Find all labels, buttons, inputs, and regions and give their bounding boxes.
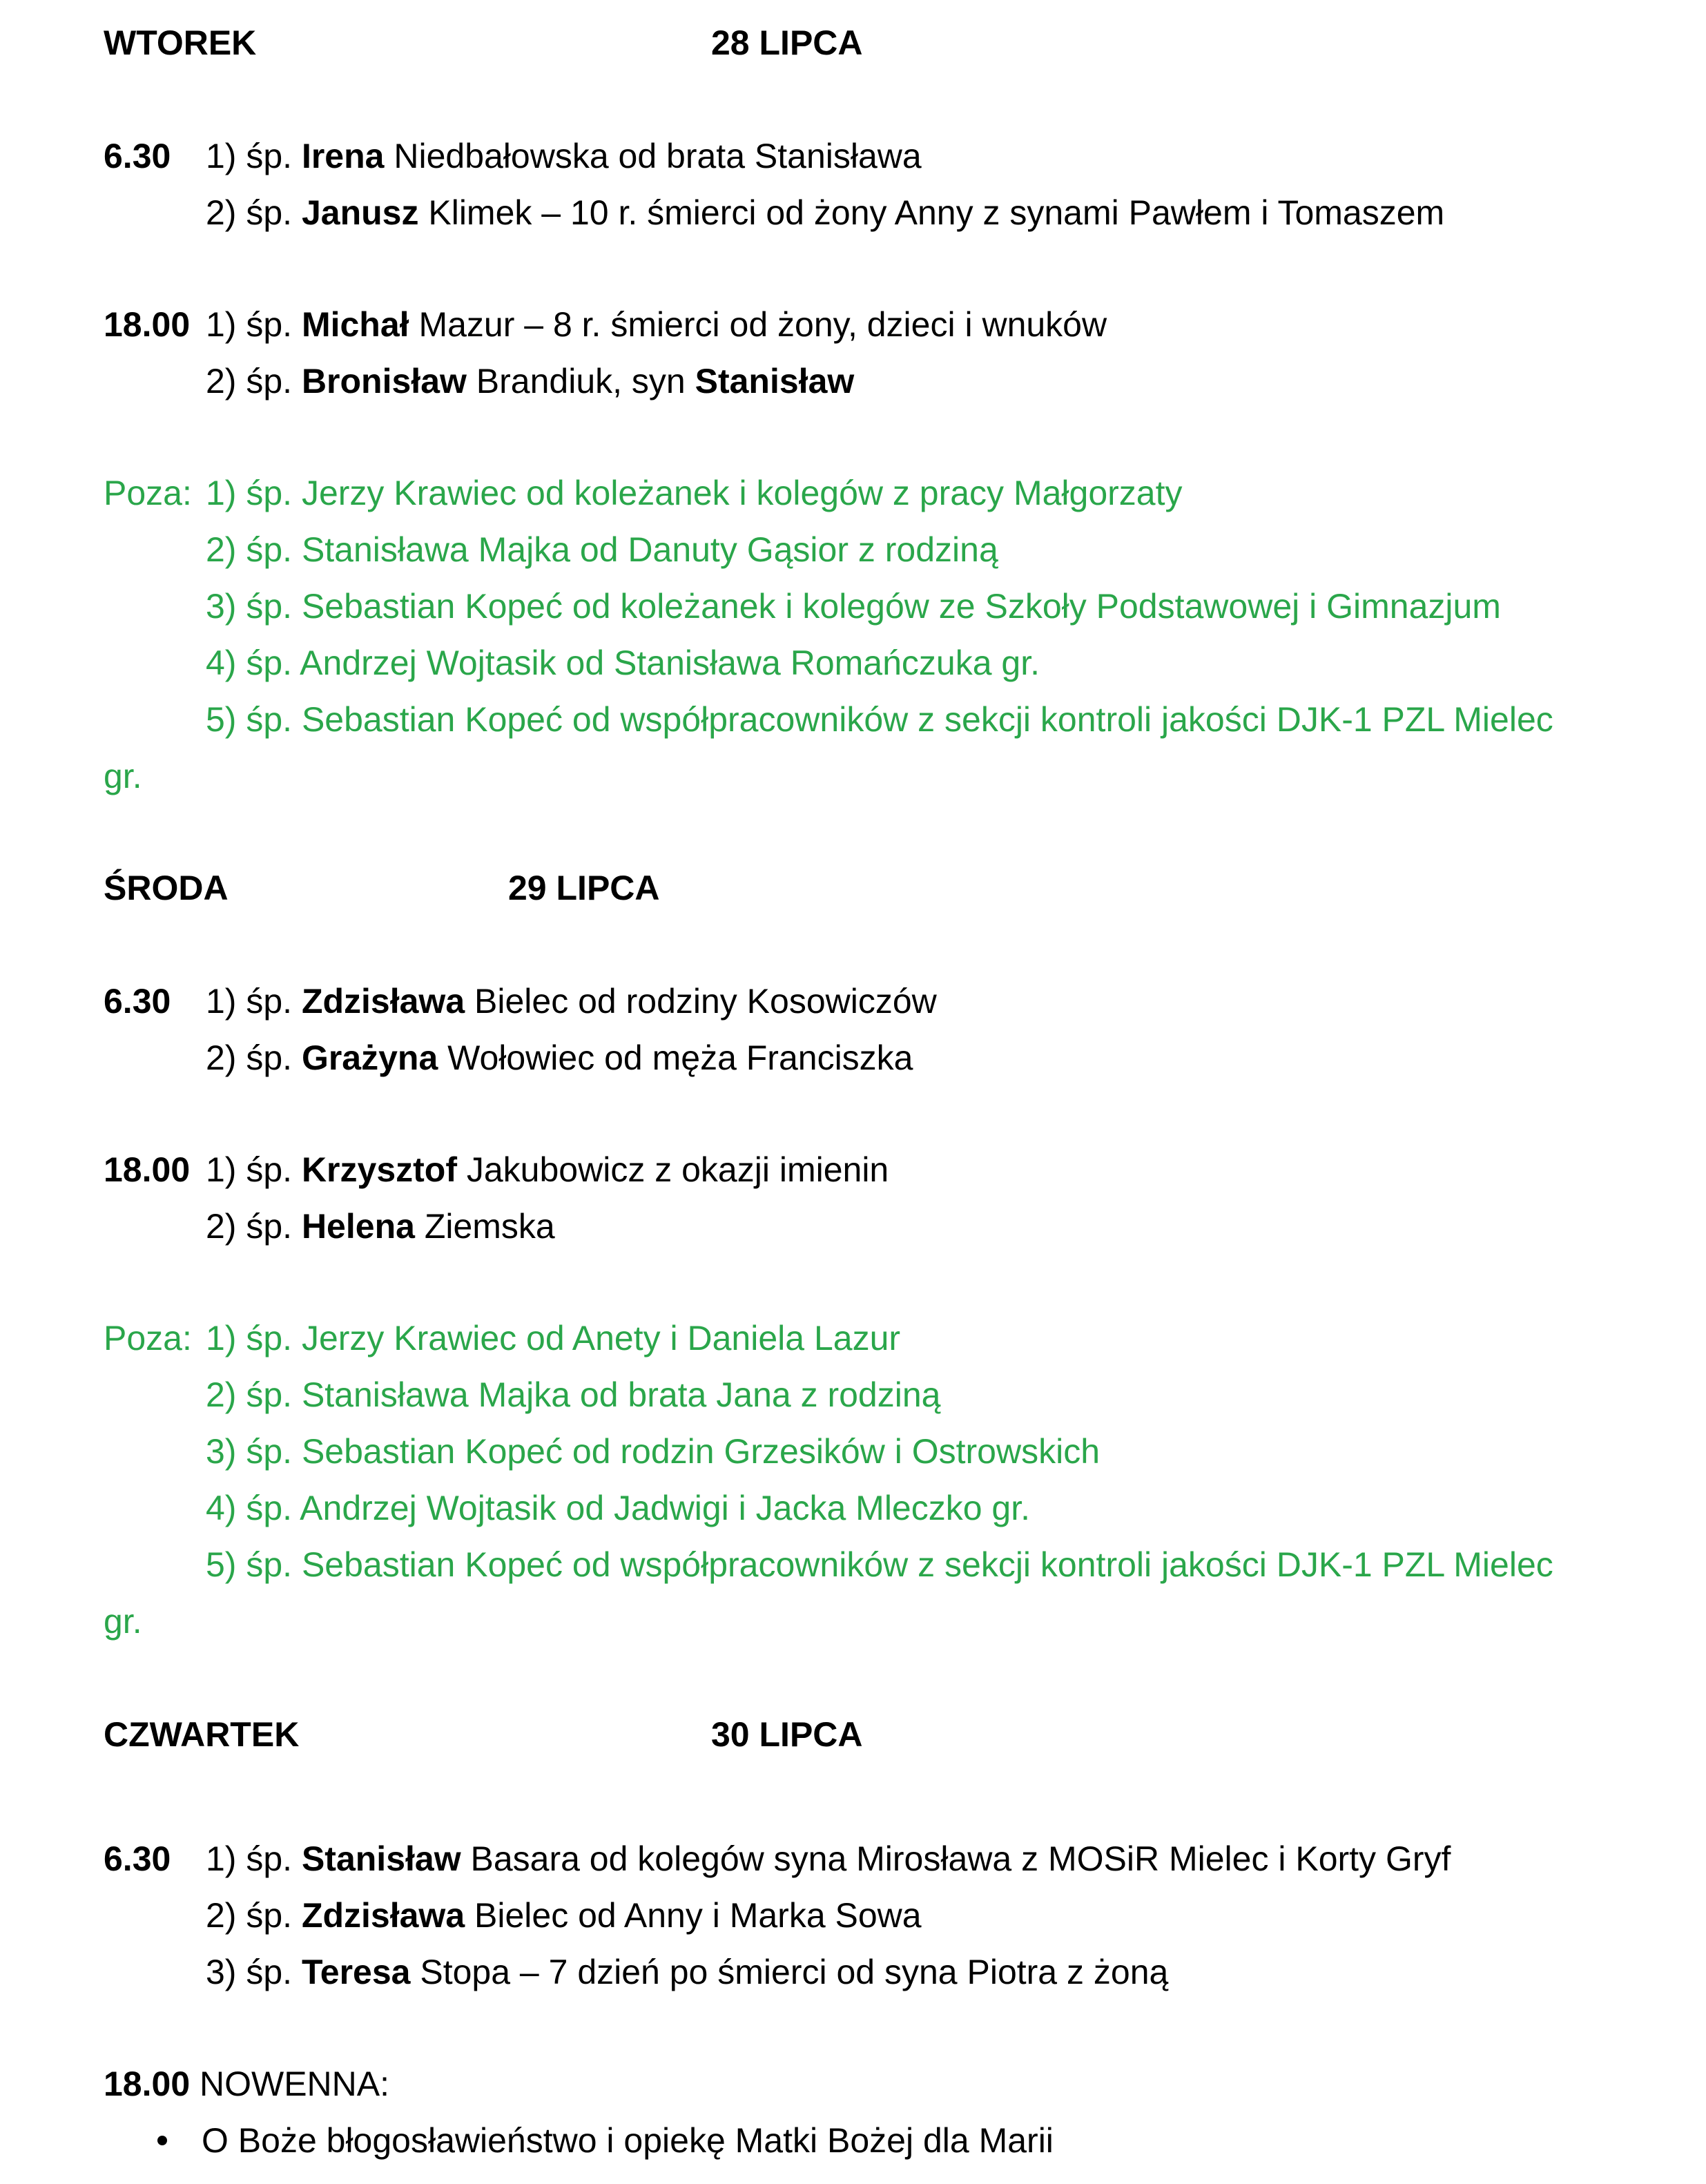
bullet-item: O Boże błogosławieństwo i opiekę Matki Bożej dla Marii xyxy=(157,2120,1054,2161)
poza-intention: 4) śp. Andrzej Wojtasik od Stanisława Romańczuka gr. xyxy=(206,644,1040,682)
mass-time: 6.30 xyxy=(104,1839,171,1878)
poza-intention: 4) śp. Andrzej Wojtasik od Jadwigi i Jacka Mleczko gr. xyxy=(206,1489,1031,1527)
day-heading: CZWARTEK xyxy=(104,1715,300,1754)
day-name: WTOREK xyxy=(104,23,257,62)
poza-intention: 2) śp. Stanisława Majka od Danuty Gąsior z rodziną xyxy=(206,530,998,569)
intention: 1) śp. Michał Mazur – 8 r. śmierci od żony, dzieci i wnuków xyxy=(206,305,1107,344)
intention: 2) śp. Bronisław Brandiuk, syn Stanisław xyxy=(206,362,855,400)
mass-time: 18.00 xyxy=(104,305,191,344)
poza-label: Poza: xyxy=(104,1319,192,1357)
intention: 3) śp. Teresa Stopa – 7 dzień po śmierci od syna Piotra z żoną xyxy=(206,1953,1169,1991)
mass-time: 18.00 xyxy=(104,1150,191,1189)
poza-label: Poza: xyxy=(104,474,192,512)
day-date: 29 LIPCA xyxy=(508,869,660,907)
day-heading xyxy=(104,22,256,64)
intention: 2) śp. Helena Ziemska xyxy=(206,1207,555,1246)
poza-wrap: gr. xyxy=(104,1602,142,1641)
day-date: 28 LIPCA xyxy=(711,23,863,62)
poza-wrap: gr. xyxy=(104,757,142,795)
intention: 2) śp. Grażyna Wołowiec od męża Franciszka xyxy=(206,1038,913,1077)
intention: 1) śp. Zdzisława Bielec od rodziny Kosowiczów xyxy=(206,982,937,1021)
mass-time: 18.00 xyxy=(104,2065,191,2103)
bullet-icon xyxy=(157,2136,167,2145)
poza-intention: 1) śp. Jerzy Krawiec od koleżanek i kolegów z pracy Małgorzaty xyxy=(206,474,1183,512)
novena-label: NOWENNA: xyxy=(190,2065,390,2103)
intention: 2) śp. Zdzisława Bielec od Anny i Marka Sowa xyxy=(206,1896,922,1935)
poza-intention: 1) śp. Jerzy Krawiec od Anety i Daniela Lazur xyxy=(206,1319,901,1357)
poza-intention: 3) śp. Sebastian Kopeć od rodzin Grzesików i Ostrowskich xyxy=(206,1432,1100,1471)
intention: 2) śp. Janusz Klimek – 10 r. śmierci od żony Anny z synami Pawłem i Tomaszem xyxy=(206,193,1445,232)
poza-intention: 3) śp. Sebastian Kopeć od koleżanek i kolegów ze Szkoły Podstawowej i Gimnazjum xyxy=(206,587,1501,626)
poza-intention: 5) śp. Sebastian Kopeć od współpracowników z sekcji kontroli jakości DJK-1 PZL Mielec xyxy=(206,1545,1553,1584)
intention: 1) śp. Krzysztof Jakubowicz z okazji imienin xyxy=(206,1150,889,1189)
poza-intention: 5) śp. Sebastian Kopeć od współpracowników z sekcji kontroli jakości DJK-1 PZL Mielec xyxy=(206,700,1553,739)
mass-time: 6.30 xyxy=(104,137,171,175)
intention: 1) śp. Stanisław Basara od kolegów syna Mirosława z MOSiR Mielec i Korty Gryf xyxy=(206,1839,1451,1878)
intention: 1) śp. Irena Niedbałowska od brata Stanisława xyxy=(206,137,922,175)
day-heading: ŚRODA xyxy=(104,869,229,907)
mass-time: 6.30 xyxy=(104,982,171,1021)
day-date: 30 LIPCA xyxy=(711,1715,863,1754)
poza-intention: 2) śp. Stanisława Majka od brata Jana z rodziną xyxy=(206,1375,941,1414)
novena-line xyxy=(104,2063,389,2105)
